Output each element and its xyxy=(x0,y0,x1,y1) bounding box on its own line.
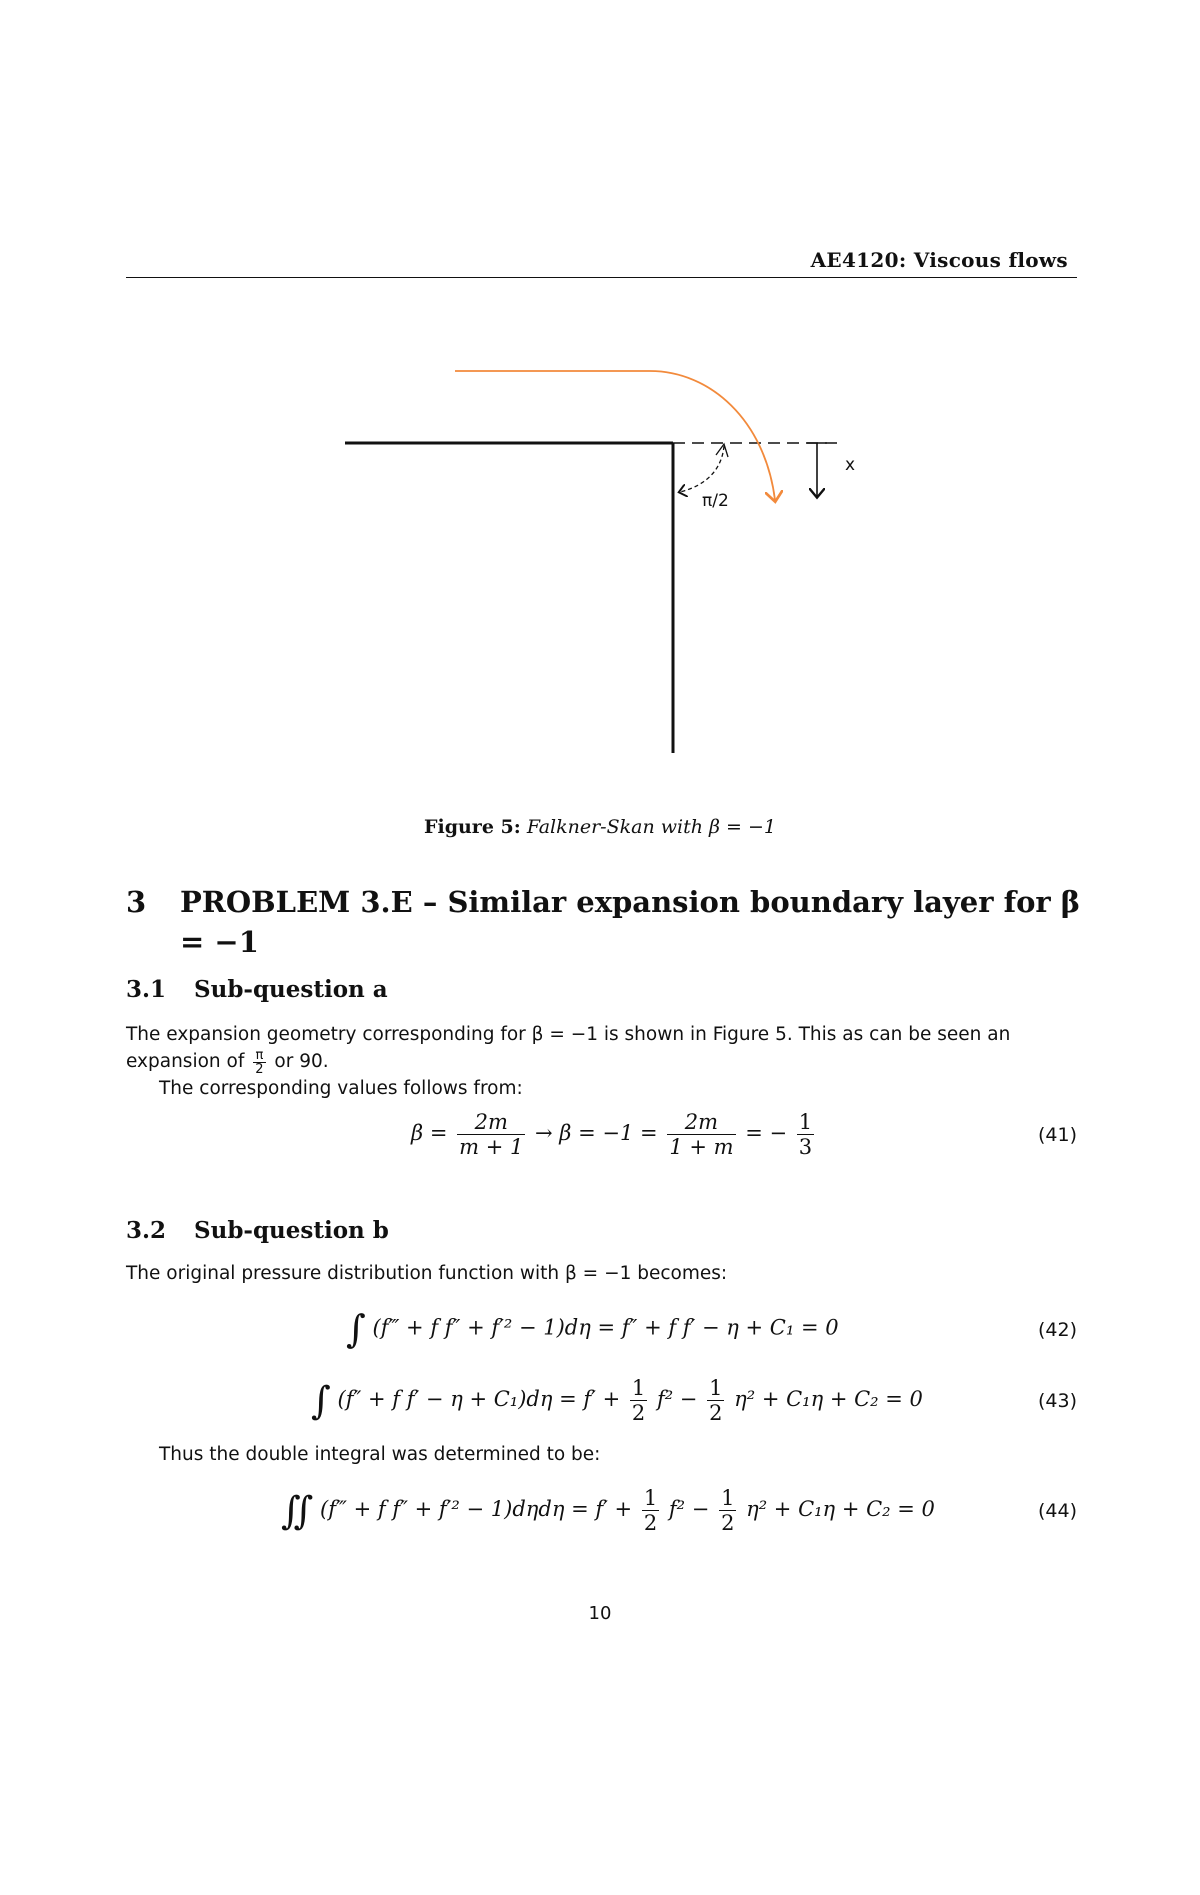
section-title-line1: PROBLEM 3.E – Similar expansion boundary layer for β xyxy=(180,885,1081,919)
subsection-number: 3.2 xyxy=(126,1217,167,1244)
header-rule xyxy=(126,277,1077,278)
subsection-title xyxy=(126,1217,389,1244)
paragraph: The original pressure distribution function with β = −1 becomes: xyxy=(126,1263,728,1284)
fraction-denominator: 3 xyxy=(798,1135,813,1159)
inline-fraction xyxy=(253,1049,265,1076)
subsection-label: Sub-question b xyxy=(194,1217,389,1244)
eq-text: (f‴ + f f″ + f′² − 1)dηdη = f′ + xyxy=(320,1497,633,1521)
fraction-denominator: 2 xyxy=(643,1511,658,1535)
equation-41 xyxy=(126,1110,1077,1170)
equation-body xyxy=(281,1486,935,1535)
section-number: 3 xyxy=(126,885,147,919)
fraction-denominator: 2 xyxy=(721,1511,735,1535)
section-title-line2: = −1 xyxy=(180,925,259,959)
eq-text: (f‴ + f f″ + f′² − 1)dη = f″ + f f′ − η + C₁ = 0 xyxy=(372,1315,839,1340)
eq-text: f² − xyxy=(656,1387,698,1411)
equation-number: (41) xyxy=(1037,1124,1077,1146)
fraction-numerator: 1 xyxy=(631,1376,646,1400)
section-title xyxy=(126,882,1086,962)
subsection-title xyxy=(126,976,388,1003)
page-number: 10 xyxy=(588,1603,612,1624)
eq-text: (f″ + f f′ − η + C₁)dη = f′ + xyxy=(337,1387,621,1411)
equation-number: (43) xyxy=(1037,1390,1077,1412)
fraction-numerator: 1 xyxy=(721,1486,735,1510)
eq-text: η² + C₁η + C₂ = 0 xyxy=(734,1387,923,1411)
paragraph-text: The expansion geometry corresponding for β = −1 is shown in Figure 5. This as can be seen an expansion of xyxy=(126,1024,1011,1072)
paragraph xyxy=(126,1021,1077,1076)
eq-text: η² + C₁η + C₂ = 0 xyxy=(746,1497,935,1521)
figure-5-diagram xyxy=(330,360,890,770)
fraction xyxy=(797,1110,814,1159)
eq-text: = − xyxy=(745,1121,788,1145)
fraction-numerator: π xyxy=(253,1049,265,1063)
fraction xyxy=(707,1376,724,1425)
paragraph: Thus the double integral was determined to be: xyxy=(159,1444,601,1465)
x-axis-label: x xyxy=(845,455,856,475)
fraction xyxy=(719,1486,736,1535)
fraction-numerator: 1 xyxy=(798,1110,813,1134)
integral-sign: ∫ xyxy=(311,1378,331,1423)
figure-caption xyxy=(0,816,1200,838)
equation-42 xyxy=(126,1305,1077,1365)
equation-43 xyxy=(126,1376,1077,1436)
fraction-denominator: 2 xyxy=(255,1061,264,1077)
equation-body xyxy=(346,1307,839,1351)
integral-sign: ∫ xyxy=(346,1307,366,1351)
subsection-label: Sub-question a xyxy=(194,976,388,1003)
paragraph-text: or 90. xyxy=(274,1051,329,1072)
double-integral-sign: ∬ xyxy=(281,1488,314,1533)
equation-44 xyxy=(126,1486,1077,1546)
fraction-numerator: 1 xyxy=(643,1486,658,1510)
fraction-denominator: 2 xyxy=(631,1401,646,1425)
angle-label: π/2 xyxy=(702,491,729,511)
equation-body xyxy=(311,1376,923,1425)
eq-text: f² − xyxy=(668,1497,710,1521)
eq-text: → β = −1 = xyxy=(535,1121,658,1145)
fraction-denominator: 1 + m xyxy=(669,1135,734,1159)
equation-body xyxy=(411,1110,817,1159)
fraction-denominator: 2 xyxy=(709,1401,723,1425)
paragraph: The corresponding values follows from: xyxy=(159,1078,523,1099)
fraction xyxy=(667,1110,735,1159)
fraction-numerator: 2m xyxy=(457,1110,525,1135)
fraction-numerator: 2m xyxy=(667,1110,735,1135)
caption-label: Figure 5: xyxy=(424,816,521,838)
flow-streamline xyxy=(455,371,775,500)
running-header: AE4120: Viscous flows xyxy=(810,248,1068,272)
fraction-denominator: m + 1 xyxy=(459,1135,524,1159)
equation-number: (44) xyxy=(1037,1500,1077,1522)
fraction xyxy=(642,1486,659,1535)
subsection-number: 3.1 xyxy=(126,976,167,1003)
eq-text: β = xyxy=(411,1121,448,1145)
fraction xyxy=(630,1376,647,1425)
caption-text: Falkner-Skan with β = −1 xyxy=(526,816,776,838)
fraction-numerator: 1 xyxy=(709,1376,723,1400)
fraction xyxy=(457,1110,525,1159)
equation-number: (42) xyxy=(1037,1319,1077,1341)
